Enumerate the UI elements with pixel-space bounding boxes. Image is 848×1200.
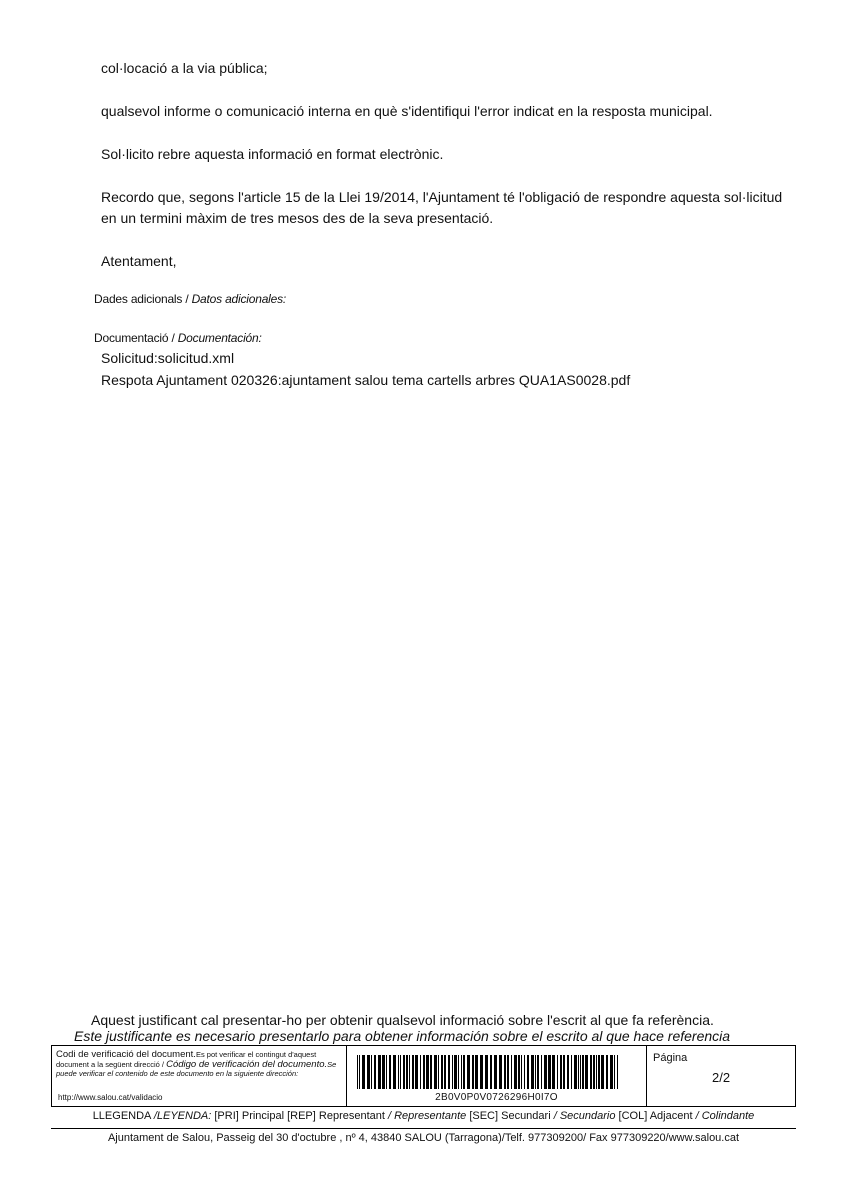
barcode-bar	[461, 1055, 462, 1089]
footer-divider	[51, 1128, 796, 1129]
legend-col-es: / Colindante	[695, 1110, 755, 1122]
barcode-bar	[406, 1055, 408, 1089]
barcode-bar	[409, 1055, 410, 1089]
footer-address: Ajuntament de Salou, Passeig del 30 d'octubre , nº 4, 43840 SALOU (Tarragona)/Telf. 977309200/ Fax 977309220/www.salou.cat	[107, 1132, 740, 1144]
barcode-bar	[362, 1055, 365, 1089]
legend	[51, 1110, 796, 1122]
barcode-bar	[475, 1055, 478, 1089]
barcode-bar	[601, 1055, 604, 1089]
barcode-bar	[386, 1055, 387, 1089]
additional-data-heading	[94, 292, 286, 306]
document-item: Solicitud:solicitud.xml	[101, 350, 235, 366]
notice-ca: Aquest justificant cal presentar-ho per obtenir qualsevol informació sobre l'escrit al que fa referència.	[91, 1012, 714, 1028]
documentation-heading	[94, 331, 262, 345]
barcode-bar	[494, 1055, 497, 1089]
page-label: Página	[653, 1052, 688, 1064]
barcode-bar	[507, 1055, 509, 1089]
barcode-bar	[521, 1055, 522, 1089]
barcode-bar	[544, 1055, 547, 1089]
paragraph-electronic-format: Sol·licito rebre aquesta informació en format electrònic.	[101, 146, 444, 162]
barcode-bar	[485, 1055, 488, 1089]
barcode-bar	[389, 1055, 391, 1089]
legend-pri-rep: [PRI] Principal [REP] Representant	[211, 1110, 388, 1122]
barcode-bar	[552, 1055, 555, 1089]
barcode-bar	[371, 1055, 372, 1089]
barcode-bar	[593, 1055, 595, 1089]
barcode-bar	[359, 1055, 360, 1089]
barcode-bar	[412, 1055, 414, 1089]
additional-data-label-ca: Dades adicionals /	[94, 292, 192, 306]
barcode-bar	[582, 1055, 584, 1089]
barcode-bar	[357, 1055, 358, 1089]
legend-sec-es: / Secundario	[553, 1110, 616, 1122]
barcode-bar	[617, 1055, 618, 1089]
barcode-bar	[585, 1055, 588, 1089]
barcode-bar	[535, 1055, 536, 1089]
barcode-bar	[563, 1055, 565, 1089]
barcode-bar	[467, 1055, 470, 1089]
barcode-bar	[426, 1055, 429, 1089]
barcode-bar	[430, 1055, 432, 1089]
barcode-bar	[531, 1055, 534, 1089]
barcode-bar	[571, 1055, 572, 1089]
barcode-bar	[441, 1055, 443, 1089]
barcode-cell	[347, 1046, 647, 1106]
barcode-bar	[400, 1055, 401, 1089]
documentation-label-ca: Documentació /	[94, 331, 178, 345]
barcode-bar	[458, 1055, 459, 1089]
verification-label-es: Código de verificación del documento.	[166, 1058, 328, 1070]
barcode-bar	[557, 1055, 558, 1089]
barcode-bar	[420, 1055, 421, 1089]
legend-label-es: /LEYENDA:	[153, 1110, 212, 1122]
barcode-bar	[444, 1055, 446, 1089]
verification-info	[52, 1046, 347, 1106]
barcode-bar	[415, 1055, 418, 1089]
paragraph-legal-reminder-line2: en un termini màxim de tres mesos des de la seva presentació.	[101, 210, 494, 226]
barcode-bar	[403, 1055, 405, 1089]
barcode-bar	[374, 1055, 376, 1089]
barcode-bar	[382, 1055, 385, 1089]
paragraph-location: col·locació a la via pública;	[101, 60, 268, 76]
barcode-bar	[504, 1055, 506, 1089]
barcode-bar	[598, 1055, 600, 1089]
barcode-bar	[480, 1055, 483, 1089]
paragraph-internal-report: qualsevol informe o comunicació interna en què s'identifiqui l'error indicat en la resposta municipal.	[101, 103, 713, 119]
notice-es: Este justificante es necesario presentarlo para obtener información sobre el escrito al que hace referencia	[74, 1028, 731, 1044]
barcode-bar	[578, 1055, 579, 1089]
closing-salutation: Atentament,	[101, 253, 177, 269]
barcode-bar	[463, 1055, 465, 1089]
barcode-bar	[548, 1055, 551, 1089]
verification-text-ca: Es pot verificar el contingut d'aquest document a la següent direcció /	[56, 1050, 317, 1069]
barcode-bar	[527, 1055, 529, 1089]
barcode-bar	[514, 1055, 517, 1089]
barcode-bar	[398, 1055, 399, 1089]
barcode-bar	[448, 1055, 450, 1089]
barcode-bar	[580, 1055, 581, 1089]
paragraph-legal-reminder-line1: Recordo que, segons l'article 15 de la Llei 19/2014, l'Ajuntament té l'obligació de respondre aquesta sol·licitud	[101, 189, 783, 205]
barcode-bar	[454, 1055, 457, 1089]
barcode-bar	[524, 1055, 525, 1089]
barcode-bar	[423, 1055, 425, 1089]
barcode-bar	[567, 1055, 569, 1089]
barcode-bar	[393, 1055, 396, 1089]
barcode-bar	[606, 1055, 608, 1089]
verification-url[interactable]: http://www.salou.cat/validacio	[58, 1092, 163, 1102]
barcode-bar	[378, 1055, 381, 1089]
barcode-bar	[490, 1055, 492, 1089]
barcode-bar	[596, 1055, 597, 1089]
barcode-bar	[367, 1055, 370, 1089]
barcode-image	[357, 1055, 621, 1089]
barcode-bar	[511, 1055, 512, 1089]
verification-code: 2B0V0P0V0726296H0I7O	[435, 1092, 558, 1103]
page-cell	[647, 1046, 795, 1106]
barcode-bar	[560, 1055, 562, 1089]
legend-sec: [SEC] Secundari	[466, 1110, 554, 1122]
barcode-bar	[614, 1055, 615, 1089]
barcode-bar	[541, 1055, 542, 1089]
barcode-bar	[610, 1055, 613, 1089]
document-item: Respota Ajuntament 020326:ajuntament salou tema cartells arbres QUA1AS0028.pdf	[101, 372, 631, 388]
barcode-bar	[472, 1055, 474, 1089]
barcode-bar	[434, 1055, 437, 1089]
verification-label-ca: Codi de verificació del document.	[56, 1049, 196, 1060]
barcode-bar	[499, 1055, 502, 1089]
barcode-bar	[537, 1055, 539, 1089]
additional-data-label-es: Datos adicionales:	[191, 292, 287, 306]
barcode-bar	[518, 1055, 520, 1089]
verification-text-es: Se puede verificar el contenido de este documento en la siguiente dirección:	[56, 1059, 337, 1078]
barcode-bar	[438, 1055, 439, 1089]
verification-box	[51, 1045, 796, 1107]
legend-rep-es: / Representante	[387, 1110, 467, 1122]
page-number: 2/2	[712, 1070, 731, 1085]
legend-label-ca: LLEGENDA	[92, 1110, 154, 1122]
legend-col: [COL] Adjacent	[615, 1110, 696, 1122]
documentation-label-es: Documentación:	[177, 331, 262, 345]
barcode-bar	[590, 1055, 592, 1089]
barcode-bar	[452, 1055, 453, 1089]
barcode-bar	[574, 1055, 577, 1089]
